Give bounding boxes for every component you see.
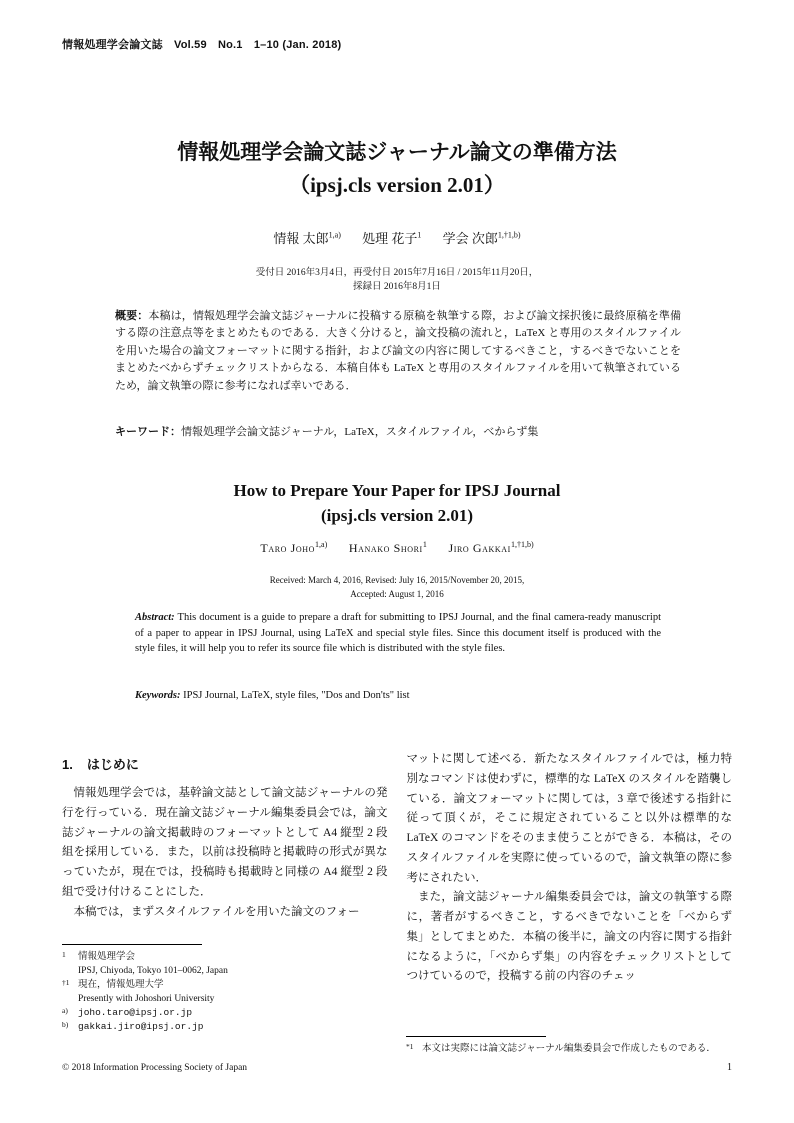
author-sup: 1: [422, 540, 427, 549]
author-ja-2: [362, 231, 421, 246]
footnote-marker: a): [62, 1006, 68, 1016]
author-sup: 1: [417, 230, 422, 240]
body-paragraph: マットに関して述べる．新たなスタイルファイルでは，極力特別なコマンドは使わずに，標準的な LaTeX のスタイルを踏襲している．論文フォーマットに関しては，3 章で後述する指針に従って頂くが，そこに規定されていること以外は標準的な LaTeX のコマンドをそのまま使うことができる．本稿は，そのスタイルファイルを実際に使っているので，論文執筆の際に参考にされたい．: [406, 753, 732, 884]
keywords-en-text: IPSJ Journal, LaTeX, style files, "Dos and Don'ts" list: [183, 690, 410, 701]
footnote-marker: 1: [62, 950, 66, 959]
received-dates-en: [0, 574, 794, 601]
body-paragraph: 本稿では，まずスタイルファイルを用いた論文のフォー: [73, 905, 360, 918]
author-sup: 1,†1,b): [497, 230, 521, 240]
footnote-row: [62, 992, 388, 1006]
section-number: 1.: [62, 757, 73, 772]
footnote-text: 現在，情報処理大学: [78, 980, 164, 991]
paper-title-ja-line1: 情報処理学会論文誌ジャーナル論文の準備方法: [177, 140, 617, 164]
author-name: Taro Joho: [260, 541, 316, 555]
footnote-email: gakkai.jiro@ipsj.or.jp: [78, 1021, 204, 1033]
abstract-en: [135, 610, 661, 657]
keywords-en-label: Keywords:: [135, 690, 181, 701]
footnote-marker: *1: [406, 1042, 414, 1051]
footnote-email: joho.taro@ipsj.or.jp: [78, 1007, 193, 1019]
author-ja-3: [443, 231, 521, 246]
abstract-en-label: Abstract:: [135, 612, 175, 623]
footnote-rule: [406, 1036, 546, 1037]
body-paragraph: また，論文誌ジャーナル編集委員会では，論文の執筆する際に，著者がするべきこと，するべきでないことを「べからず集」としてまとめた．本稿の後半に，論文の内容に関する指針になるように，「べからず集」の内容をチェックリストとしてつけているので，投稿する前の内容のチェッ: [406, 891, 732, 983]
author-name: 情報 太郎: [273, 231, 329, 246]
footnote-marker: †1: [62, 978, 70, 988]
author-sup: 1,a): [315, 540, 328, 549]
received-dates-ja: [0, 266, 794, 295]
authors-ja: [0, 228, 794, 247]
abstract-ja-text: 本稿は，情報処理学会論文誌ジャーナルに投稿する原稿を執筆する際，および論文採択後に最終原稿を準備する際の注意点等をまとめたものである．大きく分けると，論文投稿の流れと，LaTeX と専用のスタイルファイルを用いた場合の論文フォーマットに関する指針，および論文の内容に関してするべきこと，するべきでないことをまとめたべからずチェックリストからなる．本稿自体も LaTeX と専用のスタイルファイルを用いて執筆されているため，論文執筆の際に参考になれば幸いである．: [115, 310, 682, 392]
footnote-text: 情報処理学会: [78, 952, 136, 962]
footnote-text: Presently with Johoshori University: [78, 994, 215, 1005]
paper-title-en-line1: How to Prepare Your Paper for IPSJ Journal: [233, 481, 561, 500]
author-name: Jiro Gakkai: [448, 541, 511, 555]
footnote-marker: [62, 963, 78, 977]
author-ja-1: [273, 231, 340, 246]
section-heading: [62, 754, 388, 773]
footnote-right-block: [406, 1036, 732, 1056]
authors-en: [0, 540, 794, 556]
footnote-marker: [62, 991, 78, 1005]
footnote-row: [62, 1020, 388, 1034]
footnote-row: [62, 950, 388, 964]
footnote-text: 本文は実際には論文誌ジャーナル編集委員会で作成したものである．: [422, 1044, 716, 1054]
author-en-2: [349, 541, 427, 555]
keywords-ja: [115, 424, 681, 441]
footnote-row: [62, 978, 388, 992]
footer-copyright: © 2018 Information Processing Society of Japan: [62, 1063, 248, 1073]
footnote-row: [62, 1006, 388, 1020]
author-en-1: [260, 541, 327, 555]
abstract-ja: [115, 308, 681, 395]
author-sup: 1,†1,b): [510, 540, 534, 549]
footnote-text: IPSJ, Chiyoda, Tokyo 101–0062, Japan: [78, 966, 228, 977]
abstract-en-text: This document is a guide to prepare a draft for submitting to IPSJ Journal, and the final camera-ready manuscript of a paper to appear in IPSJ Journal, using LaTeX and special style files. Since this document itself is produced with the style files, it will help you to refer its source file which is distributed with the style files.: [135, 612, 661, 655]
author-en-3: [448, 541, 533, 555]
received-ja-line2: 採録日 2016年8月1日: [353, 282, 441, 293]
keywords-ja-label: キーワード：: [115, 426, 181, 438]
received-ja-line1: 受付日 2016年3月4日，再受付日 2015年7月16日 / 2015年11月20日，: [255, 268, 539, 278]
paper-title-ja: [0, 136, 794, 201]
keywords-en: [135, 690, 661, 701]
footnote-row: [406, 1042, 732, 1056]
body-column-right: [407, 750, 733, 987]
abstract-ja-label: 概要：: [115, 310, 149, 322]
paper-title-en-line2: (ipsj.cls version 2.01): [320, 505, 474, 525]
author-name: 学会 次郎: [442, 231, 498, 246]
author-sup: 1,a): [328, 230, 341, 240]
footnotes-block: [62, 944, 388, 1034]
paper-title-ja-line2: （ipsj.cls version 2.01）: [289, 172, 505, 197]
received-en-line1: Received: March 4, 2016, Revised: July 16, 2015/November 20, 2015,: [269, 575, 525, 585]
keywords-ja-text: 情報処理学会論文誌ジャーナル，LaTeX，スタイルファイル，べからず集: [181, 426, 539, 438]
author-name: 処理 花子: [362, 231, 418, 246]
page-number: 1: [727, 1062, 732, 1073]
footnote-rule: [62, 944, 202, 945]
journal-header-line: 情報処理学会論文誌 Vol.59 No.1 1–10 (Jan. 2018): [62, 39, 342, 51]
body-paragraph: 情報処理学会では，基幹論文誌として論文誌ジャーナルの発行を行っている．現在論文誌ジャーナル編集委員会では，論文誌ジャーナルの論文掲載時のフォーマットとして A4 縦型 2 段組を採用している．また，以前は投稿時と掲載時の形式が異なっていたが，現在では，投稿時も掲載時と同様の A4 縦型 2 段組で受け付けることにした．: [62, 787, 388, 898]
paper-title-en: [0, 479, 794, 528]
footnote-row: [62, 964, 388, 978]
footnote-marker: b): [62, 1020, 69, 1030]
received-en-line2: Accepted: August 1, 2016: [350, 588, 444, 599]
section-title: はじめに: [86, 757, 139, 772]
author-name: Hanako Shori: [348, 541, 423, 555]
